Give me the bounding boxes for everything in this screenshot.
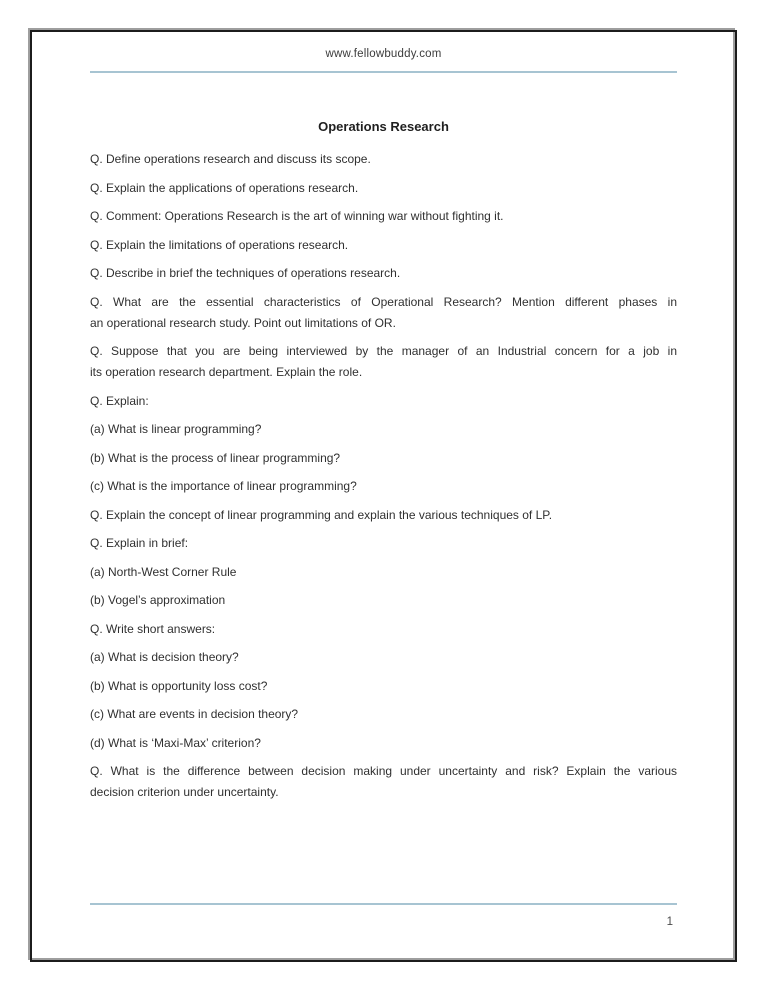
paragraph-line: Q. Explain: [90, 393, 149, 408]
page-title: Operations Research [318, 119, 449, 134]
paragraph-line: Q. What is the difference between decision making under uncertainty and risk? Explain the various [90, 764, 677, 778]
footer-divider [90, 903, 677, 905]
paragraph [90, 149, 677, 170]
paragraph [90, 676, 677, 697]
paragraph-line: (a) What is decision theory? [90, 650, 239, 664]
paragraph [90, 235, 677, 256]
paragraph-line: (c) What are events in decision theory? [90, 707, 299, 721]
paragraph-line: (b) Vogel’s approximation [90, 593, 226, 607]
paragraph-line: Q. Explain the limitations of operations research. [90, 237, 349, 252]
paragraph-line: Q. Write short answers: [90, 621, 216, 636]
paragraph-line: an operational research study. Point out limitations of OR. [90, 315, 396, 330]
paragraph [90, 448, 677, 469]
paragraph-line: its operation research department. Explain the role. [90, 365, 363, 379]
paragraph-line: (a) What is linear programming? [90, 422, 262, 436]
paragraph-line: (b) What is the process of linear programming? [90, 450, 341, 465]
paragraph-line: (c) What is the importance of linear programming? [90, 479, 357, 493]
paragraph [90, 391, 677, 412]
paragraph-line: Q. Comment: Operations Research is the art of winning war without fighting it. [90, 209, 504, 223]
paragraph-line: (b) What is opportunity loss cost? [90, 678, 268, 693]
paragraph-line: Q. Define operations research and discuss its scope. [90, 152, 371, 166]
document-page [30, 30, 737, 962]
page-content [90, 32, 677, 811]
paragraph [90, 619, 677, 640]
paragraph [90, 505, 677, 526]
paragraph-line: Q. Suppose that you are being interviewed by the manager of an Industrial concern for a job in [90, 344, 677, 358]
paragraph-line: decision criterion under uncertainty. [90, 785, 279, 799]
paragraph [90, 533, 677, 554]
paragraph [90, 263, 677, 284]
paragraph [90, 562, 677, 583]
page-number: 1 [666, 916, 673, 928]
paragraph [90, 704, 677, 725]
paragraph [90, 419, 677, 440]
paragraph [90, 733, 677, 754]
paragraph-line: Q. Describe in brief the techniques of operations research. [90, 266, 401, 280]
paragraph-line: Q. Explain the concept of linear programming and explain the various techniques of LP. [90, 507, 553, 522]
header-site-url: www.fellowbuddy.com [325, 48, 442, 60]
paragraph-line: (a) North-West Corner Rule [90, 564, 237, 579]
paragraph [90, 206, 677, 227]
paragraph [90, 761, 677, 803]
paragraph [90, 341, 677, 383]
paragraph-line: Q. What are the essential characteristics of Operational Research? Mention different phases in [90, 294, 677, 309]
paragraph [90, 590, 677, 611]
paragraph-line: Q. Explain the applications of operations research. [90, 180, 359, 195]
question-list [90, 149, 677, 803]
paragraph-line: Q. Explain in brief: [90, 536, 189, 550]
paragraph-line: (d) What is ‘Maxi-Max’ criterion? [90, 735, 261, 750]
paragraph [90, 178, 677, 199]
paragraph [90, 292, 677, 334]
paragraph [90, 647, 677, 668]
paragraph [90, 476, 677, 497]
